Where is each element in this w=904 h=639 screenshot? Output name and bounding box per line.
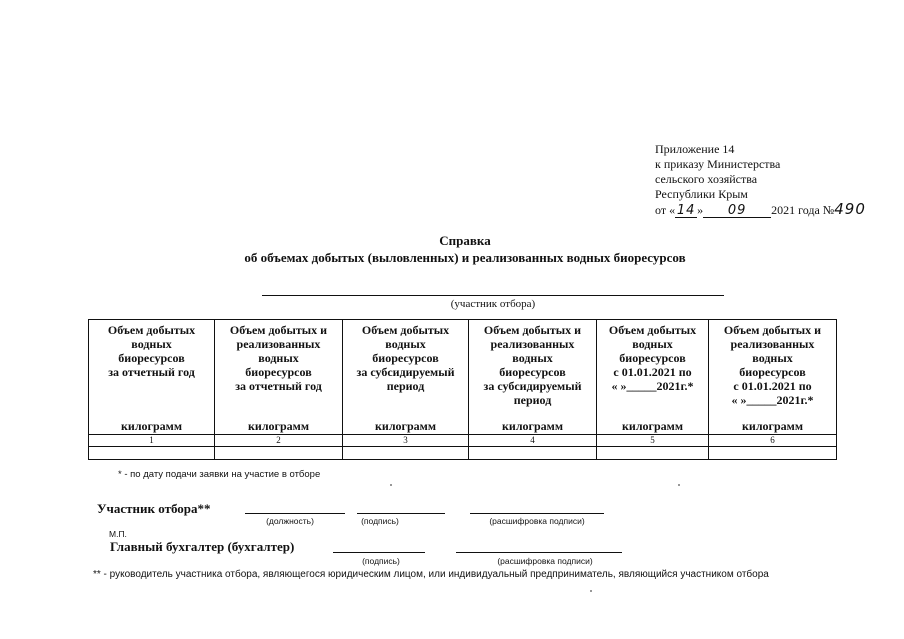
data-cell[interactable] [597, 447, 709, 460]
appendix-line-3: сельского хозяйства [655, 172, 758, 186]
data-cell[interactable] [343, 447, 469, 460]
column-number: 3 [343, 435, 469, 447]
header-row [89, 320, 837, 435]
participant-sign-label: Участник отбора** [97, 501, 211, 516]
column-number: 4 [469, 435, 597, 447]
signature-caption: (подпись) [361, 516, 399, 526]
acc-signature-line [333, 552, 425, 553]
unit-label: килограмм [120, 419, 183, 433]
data-cell[interactable] [709, 447, 837, 460]
date-mid: » [697, 203, 704, 217]
header-cell: Объем добытых и реализованных водных биоресурсов с 01.01.2021 по « »_____2021г.* килограмм [709, 320, 837, 435]
unit-label: килограмм [621, 419, 684, 433]
unit-label: килограмм [374, 419, 437, 433]
acc-decoding-caption: (расшифровка подписи) [497, 556, 593, 566]
scan-speck [678, 484, 680, 486]
header-cell: Объем добытых водных биоресурсов с 01.01.2021 по « »_____2021г.* килограмм [597, 320, 709, 435]
scan-speck [590, 590, 592, 592]
data-row [89, 447, 837, 460]
date-month: 09 [703, 204, 771, 218]
column-number: 1 [89, 435, 215, 447]
header-cell: Объем добытых водных биоресурсов за субсидируемый период килограмм [343, 320, 469, 435]
order-number: 490 [834, 200, 866, 218]
appendix-line-4: Республики Крым [655, 187, 748, 201]
data-cell[interactable] [89, 447, 215, 460]
data-cell[interactable] [215, 447, 343, 460]
acc-signature-caption: (подпись) [362, 556, 400, 566]
date-suffix: 2021 года № [771, 203, 835, 217]
header-cell: Объем добытых и реализованных водных биоресурсов за отчетный год килограмм [215, 320, 343, 435]
data-cell[interactable] [469, 447, 597, 460]
report-table [88, 319, 837, 460]
participant-line [262, 295, 724, 296]
stamp-mark: М.П. [109, 529, 127, 539]
accountant-sign-label: Главный бухгалтер (бухгалтер) [110, 539, 295, 554]
footnote-entity: ** - руководитель участника отбора, являющегося юридическим лицом, или индивидуальный предприниматель, являющийся участником отбора [93, 569, 769, 580]
date-day: 14 [676, 203, 696, 218]
date-prefix: от « [655, 203, 676, 217]
signature-line [357, 513, 445, 514]
position-line [245, 513, 345, 514]
decoding-caption: (расшифровка подписи) [489, 516, 585, 526]
decoding-line [470, 513, 604, 514]
unit-label: килограмм [741, 419, 804, 433]
column-number: 2 [215, 435, 343, 447]
header-cell: Объем добытых и реализованных водных биоресурсов за субсидируемый период килограмм [469, 320, 597, 435]
appendix-line-1: Приложение 14 [655, 142, 735, 156]
unit-label: килограмм [501, 419, 564, 433]
unit-label: килограмм [247, 419, 310, 433]
scan-speck [390, 484, 392, 486]
doc-title: Справка [439, 233, 491, 248]
participant-caption: (участник отбора) [450, 298, 536, 310]
header-cell: Объем добытых водных биоресурсов за отчетный год килограмм [89, 320, 215, 435]
column-number: 5 [597, 435, 709, 447]
column-number-row [89, 435, 837, 447]
appendix-block [655, 142, 866, 218]
position-caption: (должность) [266, 516, 314, 526]
column-number: 6 [709, 435, 837, 447]
doc-subtitle: об объемах добытых (выловленных) и реализованных водных биоресурсов [244, 250, 686, 265]
footnote-date: * - по дату подачи заявки на участие в отборе [118, 469, 321, 480]
acc-decoding-line [456, 552, 622, 553]
appendix-line-2: к приказу Министерства [655, 157, 781, 171]
appendix-date-line [655, 202, 866, 218]
